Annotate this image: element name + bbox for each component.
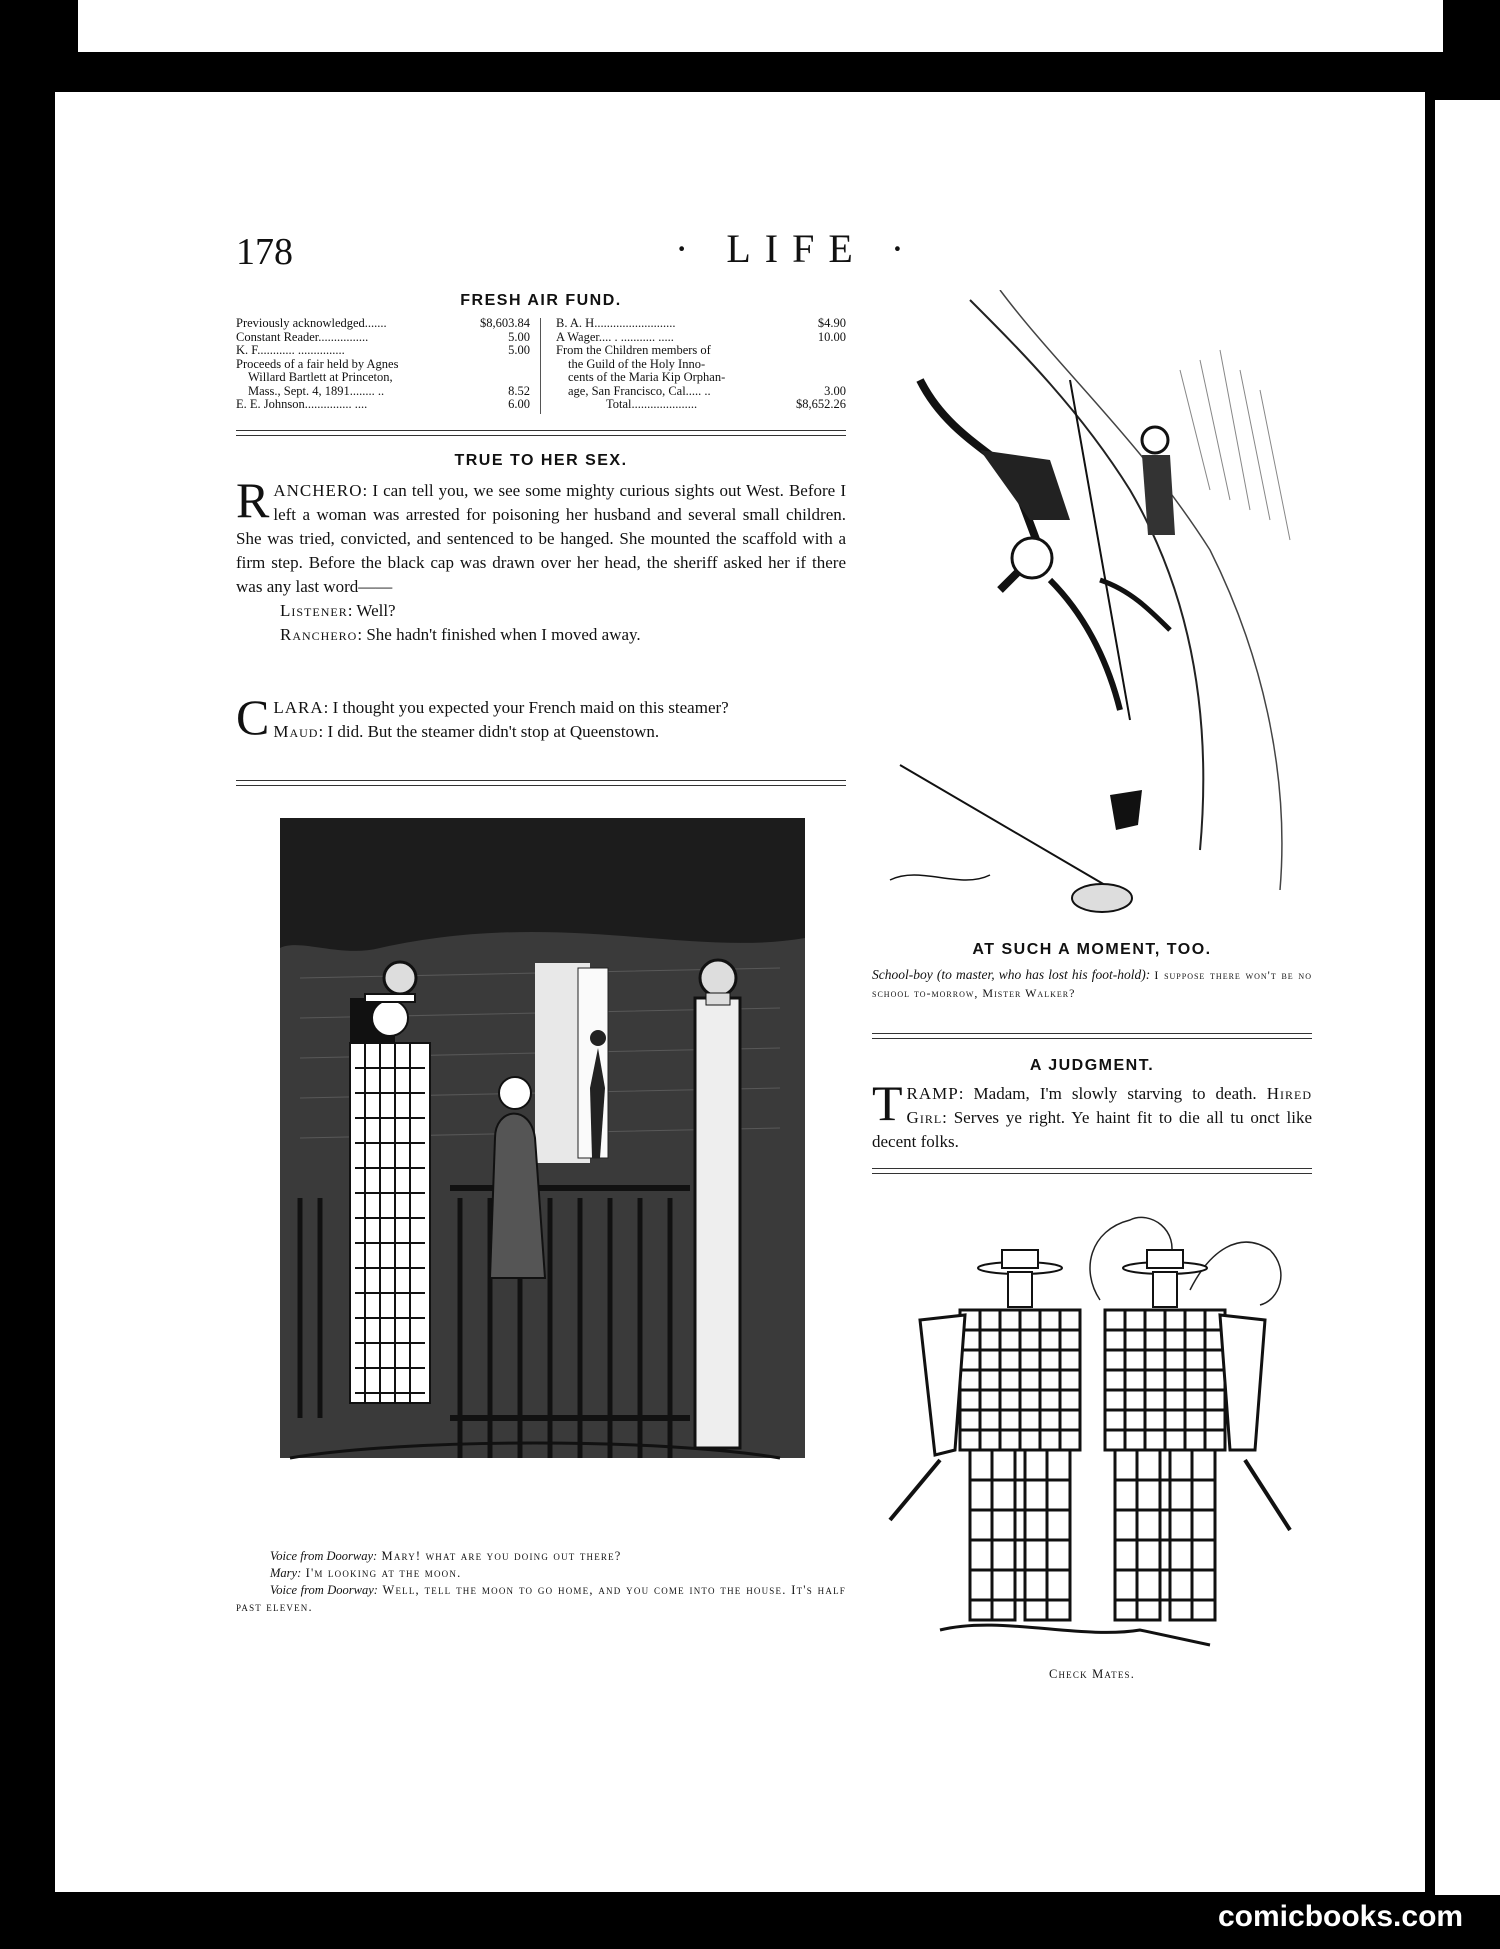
- section-rule: [236, 780, 846, 786]
- ledger-row: Mass., Sept. 4, 1891........ .. 8.52: [248, 383, 530, 398]
- fund-left-column: [236, 317, 530, 412]
- moon-caption: Voice from Doorway: Mary! what are you doing out there? Mary: I'm looking at the moon. Voice from Doorway: Well, tell the moon to go home, and you come into the house. It's half past eleven.: [236, 1549, 846, 1614]
- ledger-row: B. A. H.......................... $4.90: [556, 316, 846, 330]
- ledger-row: age, San Francisco, Cal..... .. 3.00: [568, 383, 846, 398]
- fund-title: FRESH AIR FUND.: [460, 292, 622, 309]
- dialogue-line: Maud: I did. But the steamer didn't stop at Queenstown.: [273, 722, 660, 741]
- moment-caption: School-boy (to master, who has lost his foot-hold): I suppose there won't be no school to-morrow, Mister Walker?: [872, 967, 1312, 1000]
- section-rule: [872, 1033, 1312, 1039]
- ledger-row: Constant Reader................ 5.00: [236, 329, 530, 344]
- ledger-row: K. F............ ............... 5.00: [236, 343, 530, 357]
- judgment-story: TRAMP: Madam, I'm slowly starving to death. Hired Girl: Serves ye right. Ye haint fit to die all tu onct like decent folks.: [872, 1075, 1312, 1151]
- previous-page-edge: [78, 0, 1443, 52]
- ledger-row: cents of the Maria Kip Orphan-: [568, 370, 726, 384]
- section-rule: [872, 1168, 1312, 1174]
- masthead: · LIFE ·: [675, 226, 919, 271]
- ledger-row: Previously acknowledged....... $8,603.84: [236, 316, 530, 330]
- drop-cap: T: [872, 1075, 903, 1131]
- drop-cap: C: [236, 689, 270, 745]
- next-page-edge: [1425, 100, 1500, 1895]
- clara-story: CLARA: I thought you expected your French maid on this steamer? Maud: I did. But the steamer didn't stop at Queenstown.: [236, 696, 846, 744]
- gate-illustration: [260, 818, 810, 1538]
- dialogue-line: Ranchero: She hadn't finished when I moved away.: [280, 625, 641, 644]
- drop-cap: R: [236, 472, 270, 528]
- check-mates-caption: Check Mates.: [1048, 1667, 1136, 1681]
- dialogue-line: Listener: Well?: [280, 601, 396, 620]
- fund-right-column: [556, 317, 846, 412]
- ledger-row: From the Children members of: [556, 343, 711, 357]
- moment-title: AT SUCH A MOMENT, TOO.: [972, 941, 1212, 958]
- ledger-row: Proceeds of a fair held by Agnes: [236, 356, 399, 371]
- sex-story: RANCHERO: I can tell you, we see some mighty curious sights out West. Before I left a woman was arrested for poisoning her husband and several small children. She was tried, convicted, and sentenced to be hanged. She mounted the scaffold with a firm step. Before the black cap was drawn over her head, the sheriff asked her if there was any last word—— Listener: Well? Ranchero: She hadn't finished when I moved away.: [236, 479, 846, 647]
- page-number: 178: [236, 231, 293, 273]
- check-mates-illustration: [880, 1190, 1310, 1660]
- watermark: comicbooks.com: [1218, 1900, 1464, 1933]
- ledger-total-row: Total..................... $8,652.26: [606, 397, 846, 411]
- falling-master-illustration: [880, 290, 1310, 920]
- ledger-row: A Wager.... . ........... ..... 10.00: [556, 329, 846, 344]
- ledger-row: E. E. Johnson............... .... 6.00: [236, 397, 530, 411]
- sex-title: TRUE TO HER SEX.: [454, 452, 628, 469]
- judgment-title: A JUDGMENT.: [1029, 1057, 1155, 1074]
- ledger-row: Willard Bartlett at Princeton,: [248, 370, 393, 384]
- ledger-divider: [540, 318, 541, 414]
- ledger-row: the Guild of the Holy Inno-: [568, 356, 706, 371]
- section-rule: [236, 430, 846, 436]
